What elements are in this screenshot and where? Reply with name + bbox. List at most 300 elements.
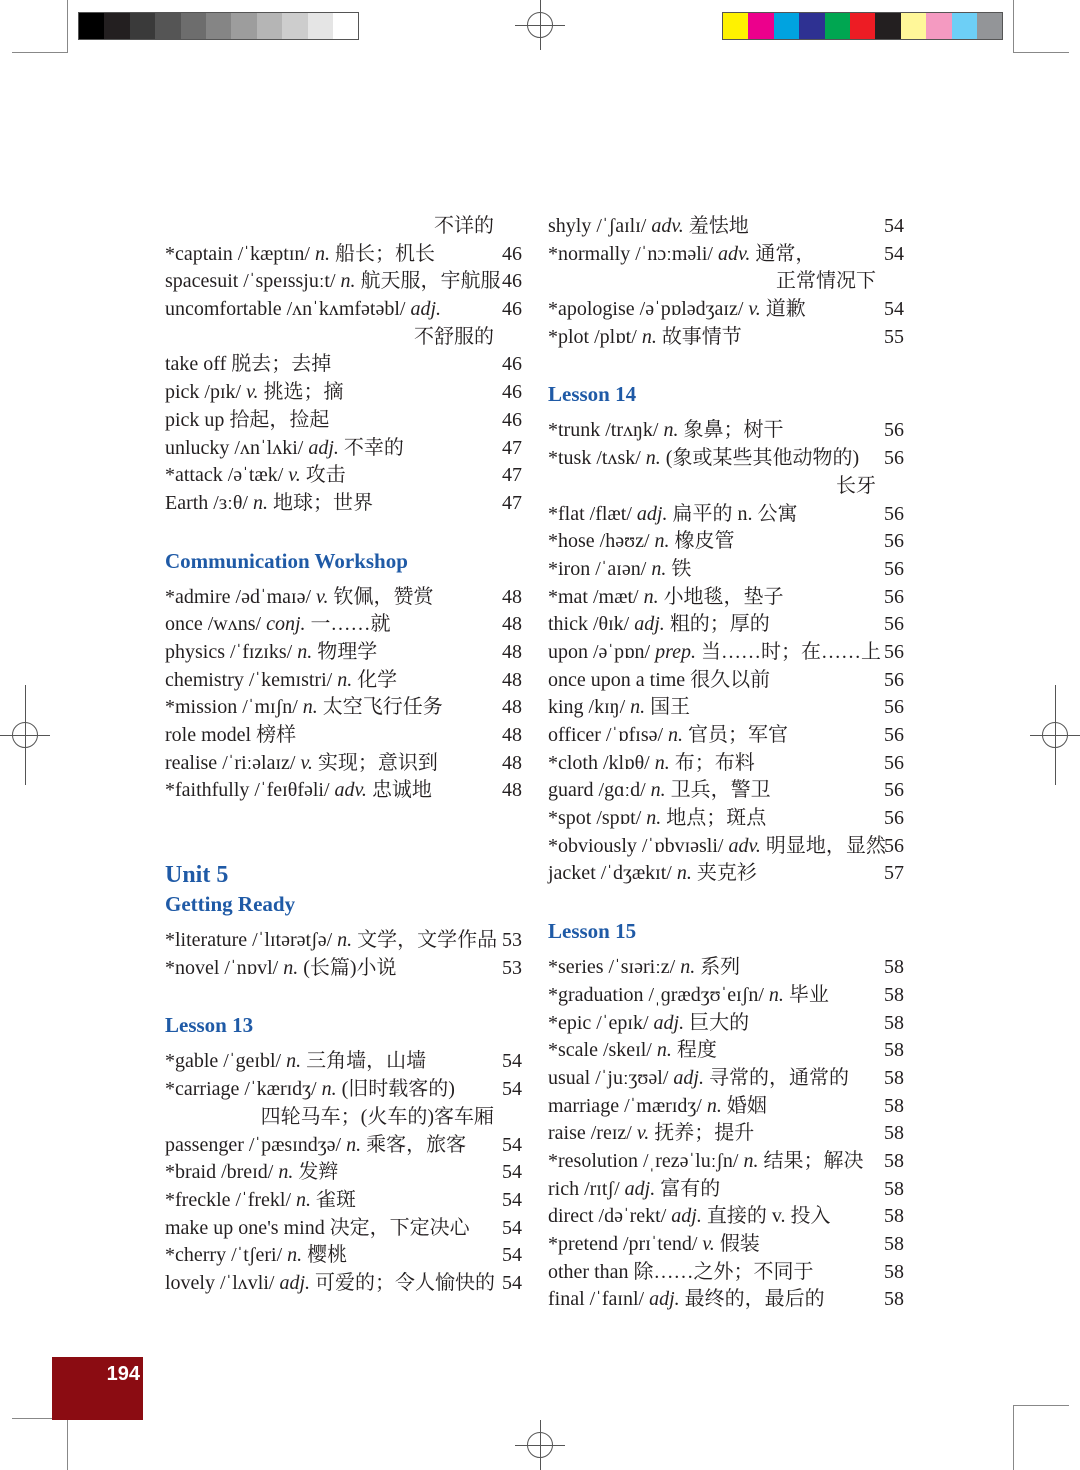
entry-page: 56 [884,447,904,470]
part-of-speech: n. [743,1149,759,1172]
entry-meaning: 当……时；在……上 [696,640,882,663]
entry-word: passenger /ˈpæsɪndʒə/ [165,1133,347,1156]
color-swatch [774,13,799,39]
entry-meaning: 乘客，旅客 [361,1133,467,1156]
entry-meaning: 程度 [671,1039,717,1062]
vocab-entry [548,445,904,473]
entry-page: 58 [884,1122,904,1145]
entry-page: 54 [502,1271,522,1294]
entry-meaning: 不幸的 [338,436,404,459]
entry-meaning: 结果；解决 [758,1149,864,1172]
entry-page: 56 [884,613,904,636]
entry-meaning: 粗的；厚的 [664,613,770,636]
entry-page: 48 [502,751,522,774]
crop-mark [1013,52,1069,53]
entry-page: 48 [502,724,522,746]
vocab-entry [548,556,904,584]
entry-page: 56 [884,530,904,553]
entry-word: *captain /ˈkæptɪn/ [165,242,315,265]
vocab-entry [548,833,904,861]
entry-word: *trunk /trʌŋk/ [548,419,664,442]
vocab-entry [165,490,522,518]
entry-meaning: 攻击 [300,464,346,487]
part-of-speech: n. [668,724,684,746]
crop-mark [1013,0,1014,52]
entry-word: shyly /ˈʃaɪlɪ/ [548,215,652,237]
color-swatch [825,13,850,39]
entry-word: *tusk /tʌsk/ [548,447,646,470]
part-of-speech: adv. [334,779,367,802]
entry-meaning: 假装 [714,1233,760,1255]
vocab-entry [548,296,904,324]
entry-page: 54 [884,242,904,265]
vocab-entry [165,1270,522,1298]
entry-meaning: 故事情节 [656,325,742,348]
color-calibration-bar [722,12,1003,40]
entry-meaning: (长篇)小说 [298,956,397,979]
entry-word: *mission /ˈmɪʃn/ [165,696,303,719]
entry-page: 47 [502,464,522,487]
entry-page: 58 [884,1011,904,1034]
vocab-entry [548,324,904,352]
entry-word: king /kɪŋ/ [548,696,631,719]
color-swatch [155,13,180,39]
entry-word: Earth /ɜːθ/ [165,491,253,514]
entry-meaning: 化学 [352,668,398,691]
part-of-speech: v. [288,464,301,487]
entry-meaning: 扁平的 n. 公寓 [667,502,798,525]
part-of-speech: v. [636,1122,650,1145]
vocab-entry [548,241,904,269]
entry-page: 56 [884,557,904,580]
entry-word: physics /ˈfɪzɪks/ [165,640,298,663]
vocab-entry [548,1231,904,1259]
entry-page: 56 [884,640,904,663]
entry-page: 48 [502,696,522,719]
entry-meaning: 最终的，最后的 [679,1288,825,1311]
entry-page: 58 [884,1233,904,1255]
entry-meaning: 挑选；摘 [258,381,344,404]
part-of-speech: n. [656,1039,672,1062]
vocab-entry [165,1242,522,1270]
vocab-entry [548,694,904,722]
entry-page: 58 [884,1039,904,1062]
entry-meaning: 直接的 v. 投入 [701,1205,831,1228]
entry-meaning: 富有的 [655,1177,721,1200]
part-of-speech: adj. [308,436,339,459]
color-swatch [850,13,875,39]
entry-word: *attack /əˈtæk/ [165,464,289,487]
color-swatch [130,13,155,39]
entry-word: pick /pɪk/ [165,381,247,404]
entry-meaning: 布；布料 [669,751,755,774]
vocabulary-column-left [165,213,522,1298]
color-swatch [181,13,206,39]
entry-page: 56 [884,696,904,719]
color-swatch [901,13,926,39]
part-of-speech: n. [337,668,353,691]
entry-meaning: 道歉 [760,298,806,321]
entry-meaning: 除……之外；不同于 [633,1260,814,1283]
part-of-speech: n. [321,1078,337,1101]
part-of-speech: n. [337,929,353,952]
entry-word: *resolution /ˌrezəˈluːʃn/ [548,1149,744,1172]
entry-word: *freckle /ˈfrekl/ [165,1188,297,1211]
vocab-entry [165,1159,522,1187]
entry-page: 46 [502,298,522,321]
vocab-entry [165,667,522,695]
entry-word: direct /dəˈrekt/ [548,1205,672,1228]
entry-page: 54 [502,1050,522,1073]
color-swatch [333,13,358,39]
vocab-entry [165,584,522,612]
color-swatch [799,13,824,39]
vocab-entry [165,955,522,983]
part-of-speech: conj. [266,613,306,636]
entry-meaning: 太空飞行任务 [317,696,443,719]
part-of-speech: n. [287,1244,303,1267]
vocab-entry [548,1148,904,1176]
entry-page: 56 [884,751,904,774]
entry-page: 58 [884,1288,904,1311]
vocab-entry [165,927,522,955]
entry-word: *flat /flæt/ [548,502,637,525]
part-of-speech: adj. [279,1271,310,1294]
entry-word: once upon a time [548,668,691,691]
vocab-entry [165,268,522,296]
vocab-entry [165,1187,522,1215]
vocab-entry [165,722,522,750]
entry-page: 54 [502,1216,522,1239]
vocab-entry [548,528,904,556]
entry-meaning: 钦佩，赞赏 [328,585,434,608]
part-of-speech: v. [316,585,329,608]
part-of-speech: v. [748,298,761,321]
vocab-entry [548,584,904,612]
vocab-entry [548,213,904,241]
entry-page: 58 [884,1177,904,1200]
vocab-entry [548,1065,904,1093]
entry-page: 56 [884,419,904,442]
part-of-speech: adj. [624,1177,656,1200]
entry-word: lovely /ˈlʌvli/ [165,1271,280,1294]
vocab-entry [548,1259,904,1287]
entry-meaning: 忠诚地 [366,779,432,802]
vocab-entry [548,611,904,639]
entry-page: 58 [884,1149,904,1172]
entry-meaning: 明显地，显然 [760,834,886,857]
entry-page: 56 [884,668,904,691]
color-swatch [723,13,748,39]
color-swatch [104,13,129,39]
entry-page: 46 [502,408,522,431]
part-of-speech: adj. [671,1205,702,1228]
entry-page: 55 [884,325,904,348]
vocab-entry [165,694,522,722]
entry-continuation: 不舒服的 [414,325,494,348]
entry-word: other than [548,1260,634,1283]
crop-mark [1013,1405,1014,1470]
entry-word: officer /ˈɒfɪsə/ [548,724,669,746]
entry-word: uncomfortable /ʌnˈkʌmfətəbl/ [165,298,411,321]
entry-page: 58 [884,983,904,1006]
entry-meaning: 决定，下定决心 [329,1216,470,1239]
part-of-speech: n. [630,696,646,719]
vocab-entry [165,435,522,463]
vocab-entry [548,1093,904,1121]
entry-meaning: (旧时载客的) [336,1078,455,1101]
part-of-speech: n. [676,862,692,885]
vocab-entry [548,860,904,888]
vocab-entry [548,667,904,695]
entry-page: 48 [502,668,522,691]
entry-word: *mat /mæt/ [548,585,644,608]
entry-word: *admire /ədˈmaɪə/ [165,585,317,608]
part-of-speech: n. [706,1094,722,1117]
entry-word: role model [165,724,257,746]
entry-meaning: 官员；军官 [683,724,789,746]
vocab-entry [548,750,904,778]
entry-word: *apologise /əˈpɒlədʒaɪz/ [548,298,749,321]
entry-word: *scale /skeɪl/ [548,1039,657,1062]
entry-page: 54 [884,298,904,321]
entry-word: *carriage /ˈkærɪdʒ/ [165,1078,322,1101]
color-swatch [79,13,104,39]
entry-meaning: 很久以前 [690,668,771,691]
entry-meaning: 物理学 [312,640,378,663]
entry-word: usual /ˈjuːʒʊəl/ [548,1066,674,1089]
entry-page: 48 [502,640,522,663]
entry-page: 54 [502,1133,522,1156]
part-of-speech: n. [278,1161,294,1184]
vocab-entry [165,241,522,269]
entry-meaning: 系列 [695,956,741,979]
part-of-speech: n. [680,956,696,979]
entry-word: chemistry /ˈkemɪstri/ [165,668,338,691]
entry-word: *cherry /ˈtʃeri/ [165,1244,288,1267]
entry-meaning: 船长；机长 [329,242,435,265]
crop-mark [67,1418,68,1470]
entry-word: *series /ˈsɪəriːz/ [548,956,681,979]
vocab-entry [165,1048,522,1076]
entry-meaning: 寻常的，通常的 [703,1066,849,1089]
entry-page: 54 [502,1244,522,1267]
entry-word: *normally /ˈnɔːməli/ [548,242,718,265]
entry-page: 56 [884,807,904,830]
entry-meaning: 脱去；去掉 [231,353,332,376]
entry-meaning: 拾起，捡起 [229,408,330,431]
part-of-speech: n. [646,807,662,830]
part-of-speech: n. [302,696,318,719]
color-swatch [308,13,333,39]
entry-continuation: 四轮马车；(火车的)客车厢 [260,1105,494,1128]
part-of-speech: adv. [717,242,751,265]
entry-page: 54 [502,1161,522,1184]
entry-word: rich /rɪtʃ/ [548,1177,625,1200]
entry-word: *literature /ˈlɪtərətʃə/ [165,929,338,952]
vocab-entry [548,1010,904,1038]
entry-word: make up one's mind [165,1216,330,1239]
entry-meaning: 橡皮管 [669,530,735,553]
vocab-entry [548,777,904,805]
entry-word: *obviously /ˈɒbvɪəsli/ [548,834,729,857]
part-of-speech: n. [252,491,268,514]
section-heading: Communication Workshop [165,548,408,573]
part-of-speech: n. [654,530,670,553]
part-of-speech: v. [702,1233,715,1255]
vocab-entry [548,982,904,1010]
entry-word: *spot /spɒt/ [548,807,647,830]
entry-meaning: 文学，文学作品 [352,929,498,952]
entry-page: 58 [884,956,904,979]
entry-word: upon /əˈpɒn/ [548,640,656,663]
entry-meaning: 铁 [666,557,692,580]
section-heading: Lesson 15 [548,919,637,944]
entry-meaning: 榜样 [256,724,297,746]
entry-word: jacket /ˈdʒækɪt/ [548,862,677,885]
entry-meaning: 卫兵，警卫 [665,779,771,802]
part-of-speech: adj. [653,1011,685,1034]
part-of-speech: v. [300,751,313,774]
part-of-speech: n. [654,751,670,774]
color-swatch [206,13,231,39]
vocabulary-column-right [548,213,904,1314]
entry-word: *gable /ˈgeɪbl/ [165,1050,287,1073]
color-swatch [257,13,282,39]
vocab-entry [165,777,522,805]
color-swatch [231,13,256,39]
color-swatch [926,13,951,39]
entry-meaning: 地点；斑点 [661,807,767,830]
entry-word: *pretend /prɪˈtend/ [548,1233,703,1255]
part-of-speech: n. [296,1188,312,1211]
entry-meaning: (象或某些其他动物的) [660,447,860,470]
part-of-speech: n. [643,585,659,608]
section-heading: Lesson 14 [548,382,637,407]
entry-page: 56 [884,585,904,608]
crop-mark [67,0,68,52]
color-swatch [977,13,1002,39]
entry-page: 46 [502,381,522,404]
vocab-entry [548,501,904,529]
part-of-speech: n. [346,1133,362,1156]
entry-page: 58 [884,1260,904,1283]
entry-page: 54 [884,215,904,237]
entry-page: 58 [884,1094,904,1117]
crop-mark [12,52,68,53]
entry-page: 46 [502,353,522,376]
entry-word: *graduation /ˌɡrædʒʊˈeɪʃn/ [548,983,769,1006]
entry-page: 53 [502,929,522,952]
part-of-speech: prep. [655,640,697,663]
entry-meaning: 三角墙，山墙 [301,1050,427,1073]
entry-meaning: 通常， [750,242,816,265]
entry-continuation: 不详的 [434,215,494,237]
vocab-entry [548,1037,904,1065]
entry-word: final /ˈfaɪnl/ [548,1288,650,1311]
entry-page: 56 [884,724,904,746]
part-of-speech: adj. [673,1066,704,1089]
vocab-entry [165,462,522,490]
entry-word: guard /gɑːd/ [548,779,651,802]
entry-page: 54 [502,1188,522,1211]
part-of-speech: n. [768,983,784,1006]
entry-page: 57 [884,862,904,885]
vocab-entry [165,351,522,379]
entry-page: 56 [884,779,904,802]
entry-meaning: 航天服，宇航服 [355,270,501,293]
entry-meaning: 实现；意识到 [312,751,438,774]
entry-word: *plot /plɒt/ [548,325,642,348]
entry-meaning: 夹克衫 [691,862,757,885]
section-heading: Lesson 13 [165,1013,254,1038]
entry-word: once /wʌns/ [165,613,267,636]
entry-word: *hose /həʊz/ [548,530,655,553]
vocab-entry [165,639,522,667]
entry-word: *braid /breɪd/ [165,1161,279,1184]
entry-word: spacesuit /ˈspeɪssjuːt/ [165,270,341,293]
entry-page: 47 [502,436,522,459]
entry-word: realise /ˈriːəlaɪz/ [165,751,301,774]
entry-continuation: 长牙 [836,474,876,497]
entry-word: *novel /ˈnɒvl/ [165,956,284,979]
color-swatch [875,13,900,39]
entry-word: raise /reɪz/ [548,1122,637,1145]
part-of-speech: adj. [649,1288,680,1311]
entry-page: 48 [502,779,522,802]
entry-word: *iron /ˈaɪən/ [548,557,652,580]
entry-meaning: 一……就 [305,613,391,636]
part-of-speech: adj. [410,298,442,321]
entry-page: 58 [884,1205,904,1228]
entry-meaning: 羞怯地 [683,215,749,237]
vocab-entry [548,805,904,833]
part-of-speech: n. [286,1050,302,1073]
entry-page: 46 [502,270,522,293]
part-of-speech: n. [651,557,667,580]
vocab-entry [165,296,522,324]
part-of-speech: n. [650,779,666,802]
part-of-speech: n. [641,325,657,348]
page-number: 194 [106,1363,140,1385]
vocab-entry [548,954,904,982]
entry-word: *cloth /klɒθ/ [548,751,655,774]
part-of-speech: n. [314,242,330,265]
entry-page: 56 [884,834,904,857]
page-number-box [52,1357,143,1420]
entry-page: 56 [884,502,904,525]
part-of-speech: adj. [634,613,665,636]
entry-word: unlucky /ʌnˈlʌki/ [165,436,309,459]
vocab-entry [165,407,522,435]
vocab-entry [165,1132,522,1160]
entry-page: 48 [502,613,522,636]
part-of-speech: n. [340,270,356,293]
entry-meaning: 地球；世界 [267,491,373,514]
entry-word: thick /θɪk/ [548,613,635,636]
entry-meaning: 可爱的；令人愉快的 [310,1271,495,1294]
part-of-speech: v. [246,381,259,404]
entry-meaning: 毕业 [783,983,829,1006]
part-of-speech: adv. [728,834,761,857]
part-of-speech: n. [645,447,661,470]
entry-word: *faithfully /ˈfeɪθfəli/ [165,779,335,802]
unit-heading: Unit 5 [165,862,229,889]
color-swatch [748,13,773,39]
part-of-speech: n. [283,956,299,979]
crop-mark [1013,1405,1069,1406]
entry-page: 58 [884,1066,904,1089]
